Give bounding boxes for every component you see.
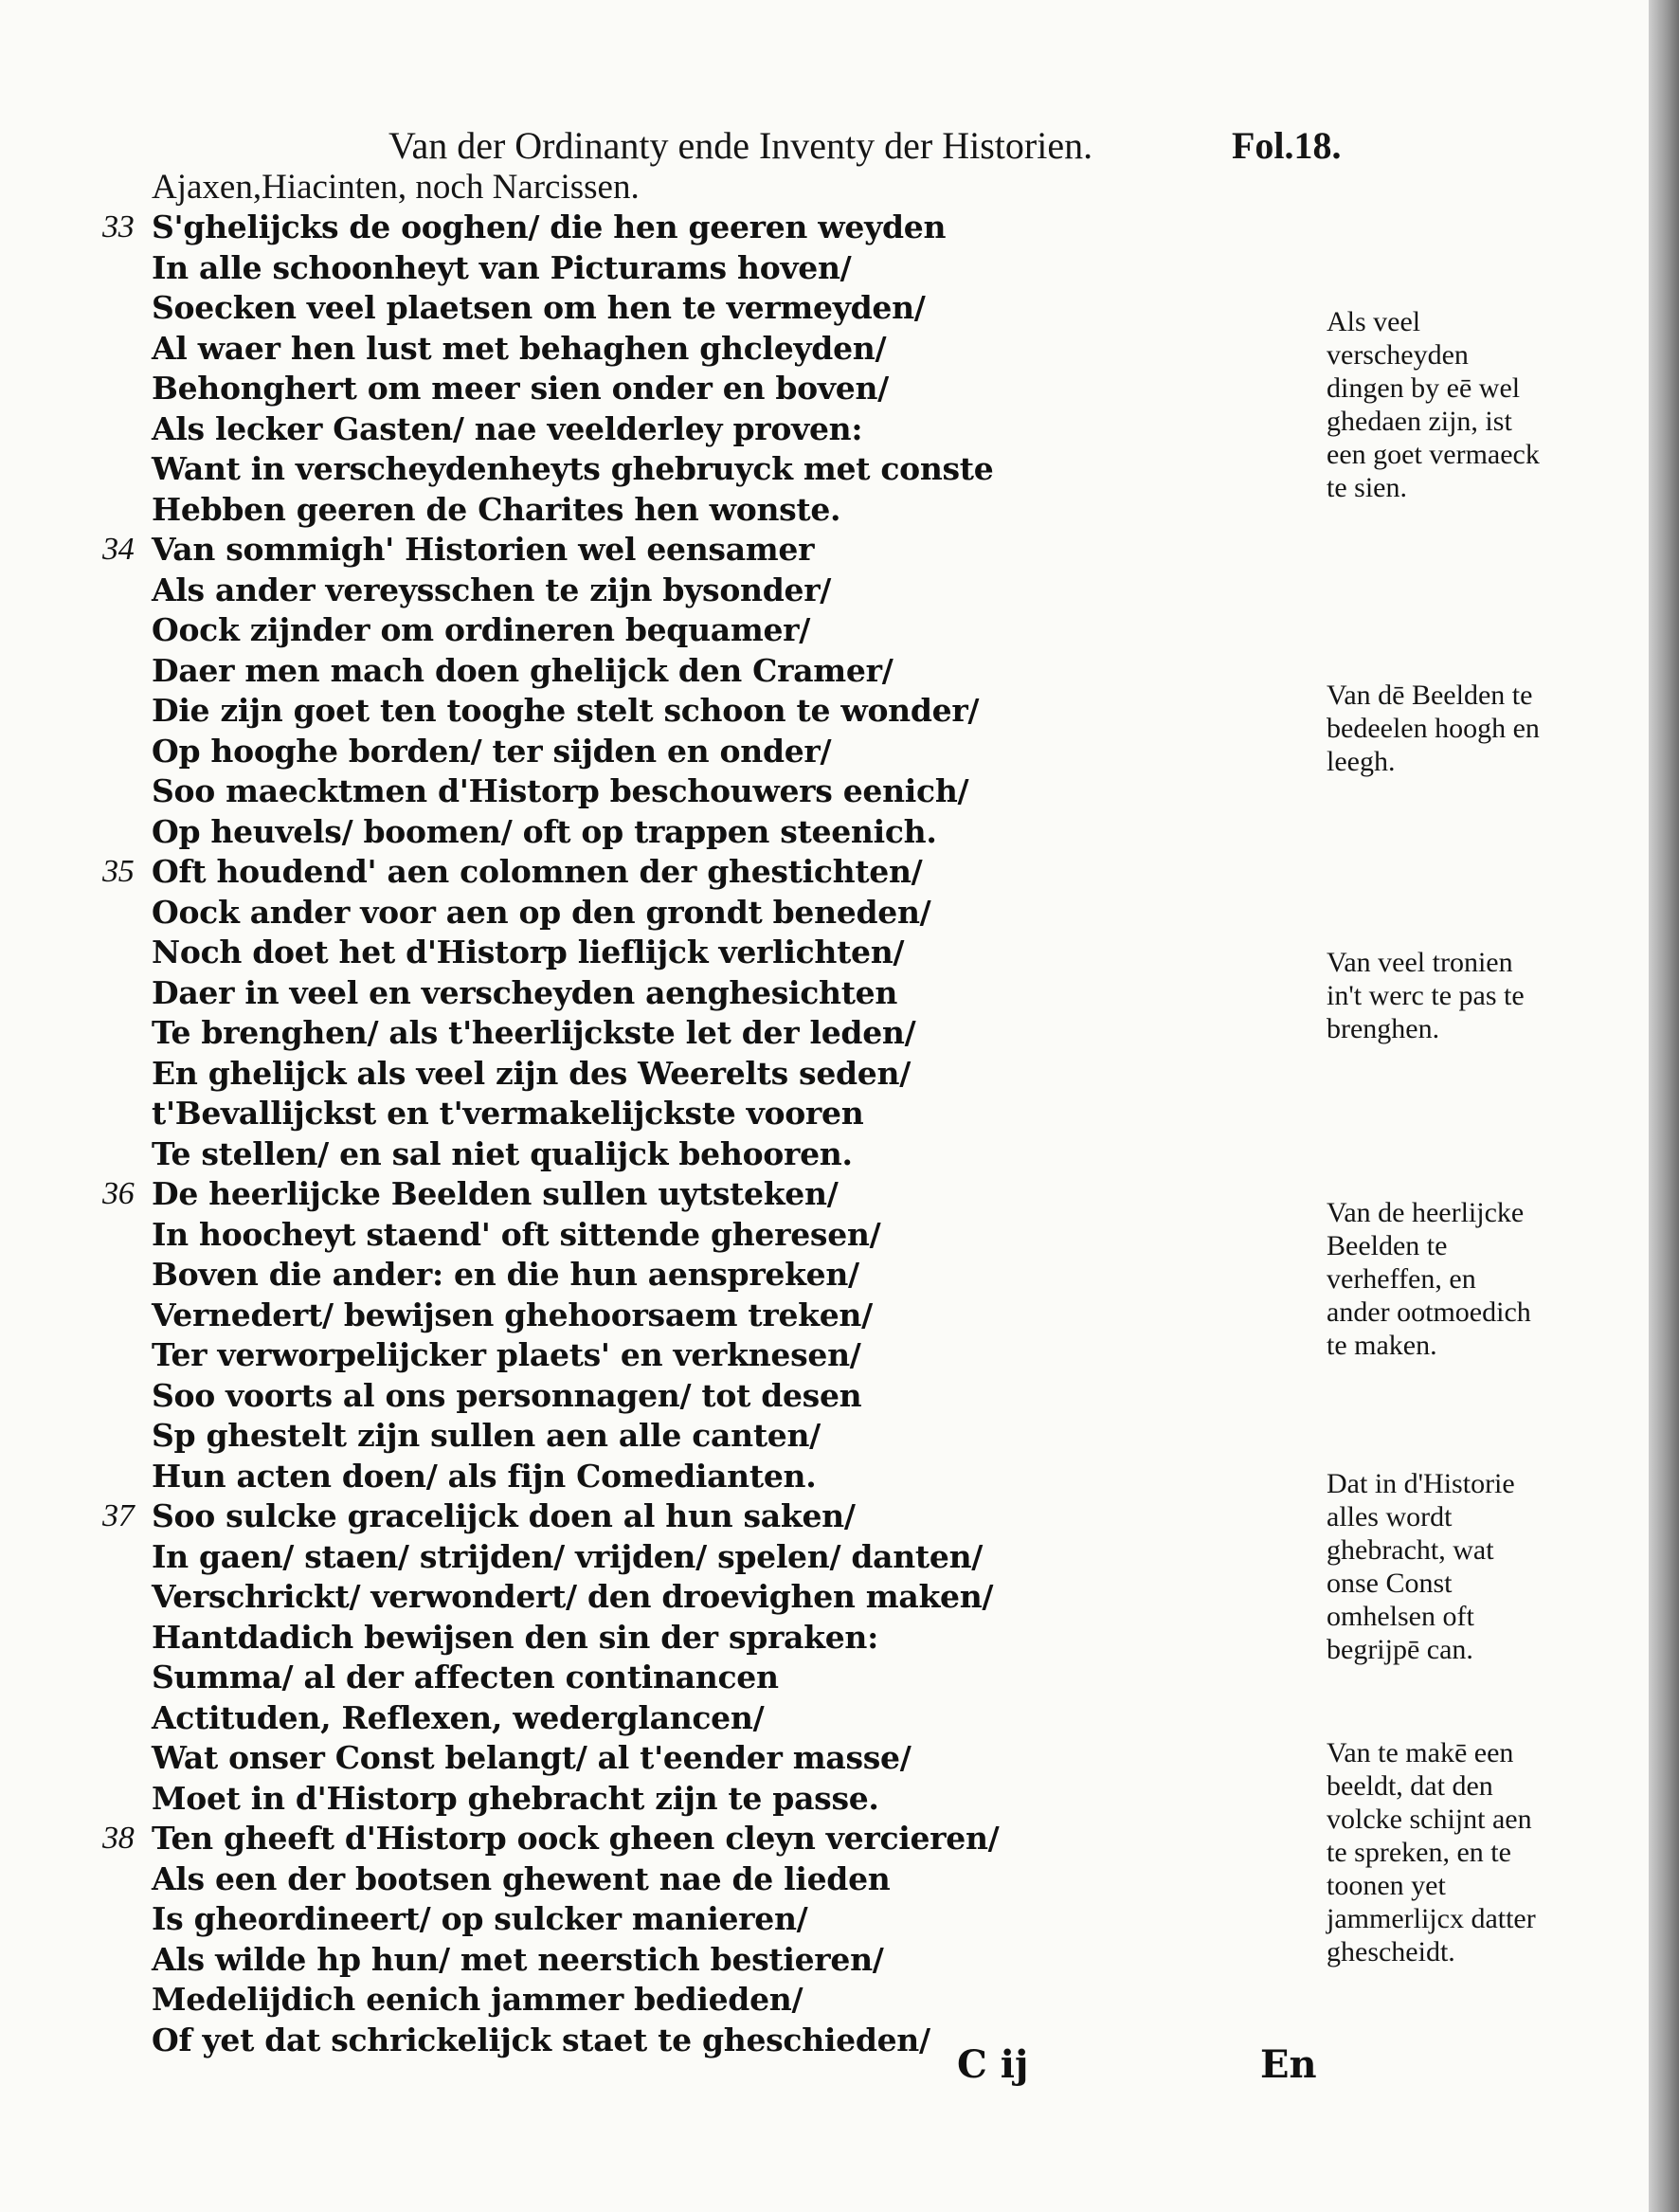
verse-line: [102, 1376, 1050, 1417]
verse-text: Als wilde hp hun/ met neerstich bestieren/: [152, 1940, 884, 1978]
verse-line: [102, 1980, 1050, 2021]
verse-line: [102, 2021, 1050, 2061]
verse-line: [102, 1577, 1050, 1618]
verse-text: Boven die ander: en die hun aenspreken/: [152, 1256, 859, 1293]
margin-note: Als veel verscheyden dingen by eē wel ghedaen zijn, ist een goet vermaeck te sien.: [1327, 306, 1540, 503]
verse-text: Oock ander voor aen op den grondt beneden/: [152, 893, 931, 931]
verse-line: [102, 1296, 1050, 1336]
verse-text: Medelijdich eenich jammer bedieden/: [152, 1981, 803, 2018]
verse-line: [102, 1698, 1050, 1739]
verse-text: Summa/ al der affecten continancen: [152, 1659, 779, 1695]
stanza-number: 37: [102, 1498, 135, 1533]
verse-text: Sp ghestelt zijn sullen aen alle canten/: [152, 1417, 821, 1454]
verse-text: Soo voorts al ons personnagen/ tot desen: [152, 1376, 862, 1414]
verse-text: Soecken veel plaetsen om hen te vermeyden/: [152, 289, 926, 326]
verse-text: Te stellen/ en sal niet qualijck behooren.: [152, 1134, 853, 1172]
verse-line: [102, 409, 1050, 450]
verse-line: [102, 1537, 1050, 1578]
verse-text: Soo sulcke gracelijck doen al hun saken/: [152, 1497, 856, 1534]
verse-line: [102, 1496, 1050, 1537]
verse-line: [102, 1819, 1050, 1859]
signature-mark: C ij: [957, 2042, 1029, 2087]
verse-line: [102, 329, 1050, 370]
verse-block: [102, 208, 1050, 2060]
verse-text: Is gheordineert/ op sulcker manieren/: [152, 1900, 808, 1937]
verse-line: [102, 1457, 1050, 1497]
verse-line: [102, 651, 1050, 692]
margin-note: Van dē Beelden te bedeelen hoogh en leegh.: [1327, 680, 1540, 777]
verse-line: [102, 1174, 1050, 1215]
verse-text: Behonghert om meer sien onder en boven/: [152, 370, 889, 407]
verse-line: [102, 1094, 1050, 1134]
catchword: En: [1260, 2042, 1317, 2087]
verse-line: [102, 1779, 1050, 1820]
verse-line: [102, 1859, 1050, 1900]
verse-text: Verschrickt/ verwondert/ den droevighen maken/: [152, 1578, 994, 1615]
verse-text: De heerlijcke Beelden sullen uytsteken/: [152, 1175, 839, 1212]
verse-line: [102, 1940, 1050, 1981]
verse-text: Wat onser Const belangt/ al t'eender masse/: [152, 1739, 912, 1776]
verse-text: In alle schoonheyt van Picturams hoven/: [152, 248, 852, 286]
verse-line: [102, 1054, 1050, 1095]
verse-line: [102, 248, 1050, 289]
margin-note: Van veel tronien in't werc te pas te brenghen.: [1327, 947, 1525, 1044]
verse-line: [102, 732, 1050, 772]
verse-text: Of yet dat schrickelijck staet te gheschieden/: [152, 2021, 930, 2058]
verse-text: Als een der bootsen ghewent nae de lieden: [152, 1859, 891, 1897]
verse-text: Vernedert/ bewijsen ghehoorsaem treken/: [152, 1296, 873, 1333]
verse-text: Ter verworpelijcker plaets' en verknesen/: [152, 1336, 861, 1373]
verse-text: Actituden, Reflexen, wederglancen/: [152, 1698, 765, 1736]
verse-text: Daer in veel en verscheyden aenghesichten: [152, 973, 898, 1011]
stanza-number: 34: [102, 532, 135, 567]
verse-line: [102, 852, 1050, 893]
folio-number: Fol.18.: [1232, 124, 1342, 167]
verse-text: Van sommigh' Historien wel eensamer: [152, 531, 815, 568]
verse-line: [102, 288, 1050, 329]
margin-note: Van te makē een beeldt, dat den volcke schijnt aen te spreken, en te toonen yet jammerlijcx datter ghescheidt.: [1327, 1737, 1536, 1967]
verse-line: [102, 1899, 1050, 1940]
verse-line: [102, 1255, 1050, 1296]
verse-text: S'ghelijcks de ooghen/ die hen geeren weyden: [152, 209, 947, 245]
verse-line: [102, 208, 1050, 248]
verse-text: Daer men mach doen ghelijck den Cramer/: [152, 651, 894, 689]
verse-line: [102, 1738, 1050, 1779]
margin-note: Dat in d'Historie alles wordt ghebracht, wat onse Const omhelsen oft begrijpē can.: [1327, 1468, 1515, 1665]
page-edge: [1649, 0, 1679, 2212]
verse-text: Ten gheeft d'Historp oock gheen cleyn vercieren/: [152, 1820, 1000, 1857]
verse-text: Hantdadich bewijsen den sin der spraken:: [152, 1618, 878, 1656]
verse-text: Oock zijnder om ordineren bequamer/: [152, 611, 811, 648]
verse-text: Want in verscheydenheyts ghebruyck met conste: [152, 450, 994, 487]
verse-text: In hoocheyt staend' oft sittende gheresen/: [152, 1215, 881, 1253]
stanza-number: 33: [102, 209, 135, 245]
verse-text: Hun acten doen/ als fijn Comedianten.: [152, 1457, 817, 1495]
verse-text: Soo maecktmen d'Historp beschouwers eenich/: [152, 772, 969, 809]
verse-line: [102, 1618, 1050, 1659]
verse-line: [102, 1658, 1050, 1698]
verse-line: [102, 771, 1050, 812]
verse-line: [102, 610, 1050, 651]
verse-line: [102, 691, 1050, 732]
verse-line: [102, 1013, 1050, 1054]
margin-note: Van de heerlijcke Beelden te verheffen, en ander ootmoedich te maken.: [1327, 1197, 1531, 1361]
verse-line: [102, 449, 1050, 490]
verse-text: Hebben geeren de Charites hen wonste.: [152, 490, 841, 528]
verse-line: [102, 369, 1050, 409]
verse-line: [102, 1416, 1050, 1457]
verse-text: Oft houdend' aen colomnen der ghestichten/: [152, 853, 923, 890]
verse-text: t'Bevallijckst en t'vermakelijckste vooren: [152, 1095, 864, 1132]
verse-text: Al waer hen lust met behaghen ghcleyden/: [152, 329, 887, 367]
verse-line: [102, 893, 1050, 934]
verse-text: Als lecker Gasten/ nae veelderley proven:: [152, 409, 863, 447]
verse-text: Als ander vereysschen te zijn bysonder/: [152, 571, 832, 608]
running-title: Van der Ordinanty ende Inventy der Historien.: [388, 124, 1093, 167]
verse-line: [102, 530, 1050, 571]
verse-line: [102, 812, 1050, 853]
verse-line: [102, 933, 1050, 973]
verse-line: [102, 490, 1050, 531]
verse-text: Die zijn goet ten tooghe stelt schoon te wonder/: [152, 692, 980, 729]
verse-line: [102, 1134, 1050, 1175]
verse-text: Noch doet het d'Historp lieflijck verlichten/: [152, 934, 905, 970]
stanza-number: 36: [102, 1176, 135, 1211]
verse-line: [102, 1215, 1050, 1256]
verse-text: Op heuvels/ boomen/ oft op trappen steenich.: [152, 812, 937, 850]
verse-text: Op hooghe borden/ ter sijden en onder/: [152, 732, 832, 770]
verse-text: Moet in d'Historp ghebracht zijn te passe.: [152, 1779, 879, 1817]
verse-text: In gaen/ staen/ strijden/ vrijden/ spelen/ danten/: [152, 1537, 984, 1575]
verse-line: [102, 1335, 1050, 1376]
continuation-line: Ajaxen,Hiacinten, noch Narcissen.: [152, 168, 640, 207]
verse-text: Te brenghen/ als t'heerlijckste let der leden/: [152, 1014, 916, 1051]
verse-text: En ghelijck als veel zijn des Weerelts seden/: [152, 1054, 911, 1092]
stanza-number: 35: [102, 854, 135, 889]
verse-line: [102, 571, 1050, 611]
verse-line: [102, 973, 1050, 1014]
stanza-number: 38: [102, 1821, 135, 1856]
